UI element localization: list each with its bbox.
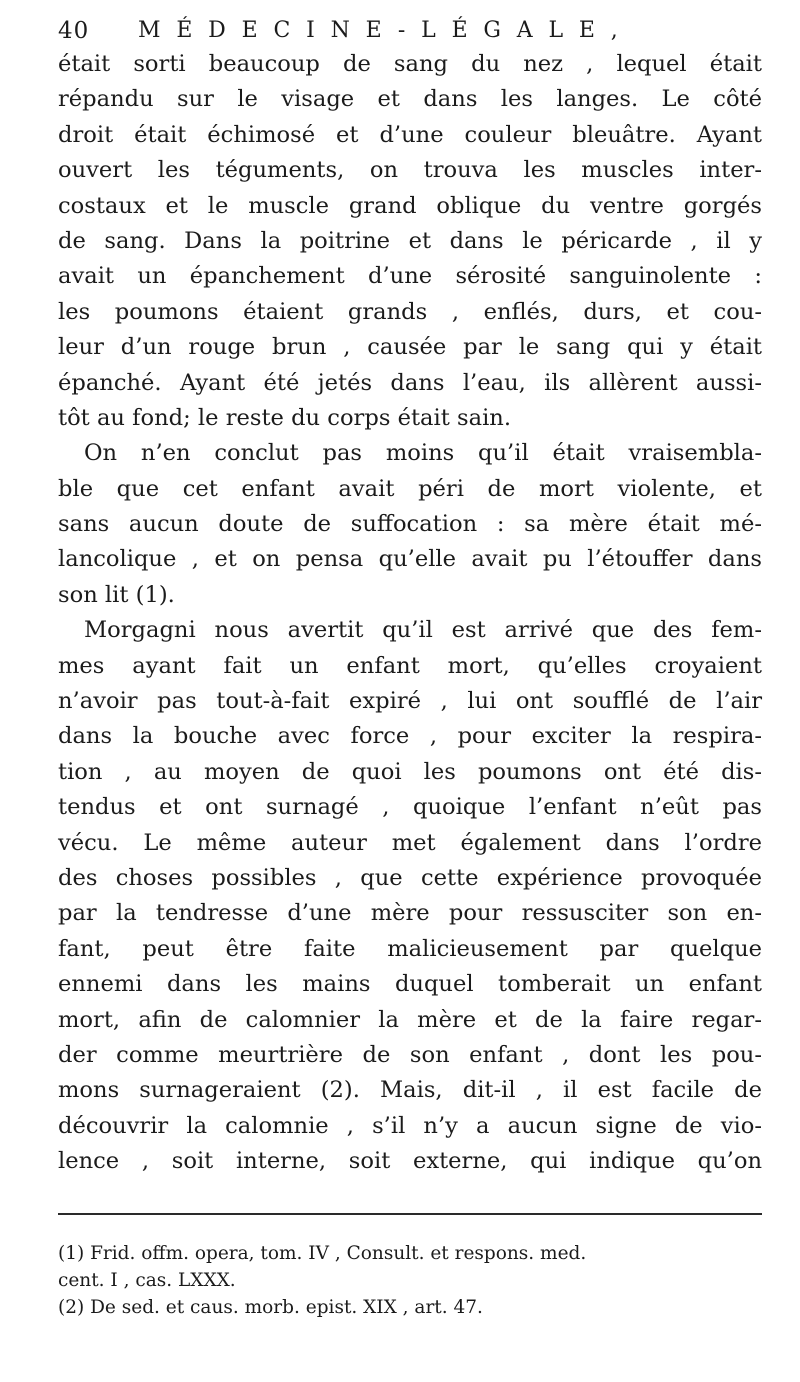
text-line: dans la bouche avec force , pour exciter la respira- xyxy=(58,723,762,750)
text-line: avait un épanchement d’une sérosité sanguinolente : xyxy=(58,263,762,290)
footnote-line: cent. I , cas. LXXX. xyxy=(58,1270,236,1291)
text-line: sans aucun doute de suffocation : sa mère était mé- xyxy=(58,511,762,538)
text-line: droit était échimosé et d’une couleur bleuâtre. Ayant xyxy=(58,121,762,148)
text-line: costaux et le muscle grand oblique du ventre gorgés xyxy=(58,192,762,219)
body-text xyxy=(58,47,762,1180)
text-line: par la tendresse d’une mère pour ressusciter son en- xyxy=(58,900,762,927)
text-line: de sang. Dans la poitrine et dans le péricarde , il y xyxy=(58,227,762,254)
text-line: vécu. Le même auteur met également dans l’ordre xyxy=(58,829,762,856)
text-line: les poumons étaient grands , enflés, durs, et cou- xyxy=(58,298,762,325)
text-line: était sorti beaucoup de sang du nez , lequel était xyxy=(58,51,762,77)
text-line: leur d’un rouge brun , causée par le sang qui y était xyxy=(58,334,762,361)
text-line: tendus et ont surnagé , quoique l’enfant n’eût pas xyxy=(58,794,762,821)
text-line: mons surnageraient (2). Mais, dit-il , il est facile de xyxy=(58,1077,762,1104)
text-line: der comme meurtrière de son enfant , dont les pou- xyxy=(58,1041,762,1068)
text-line: ennemi dans les mains duquel tomberait un enfant xyxy=(58,971,762,998)
text-line: fant, peut être faite malicieusement par quelque xyxy=(58,935,762,962)
text-line: répandu sur le visage et dans les langes. Le côté xyxy=(58,86,762,113)
text-line: On n’en conclut pas moins qu’il était vraisembla- xyxy=(84,440,762,467)
text-line: mes ayant fait un enfant mort, qu’elles croyaient xyxy=(58,652,762,679)
text-line: tôt au fond; le reste du corps était sain. xyxy=(58,404,512,431)
text-line: ouvert les téguments, on trouva les muscles inter- xyxy=(58,157,762,184)
page-header xyxy=(58,16,758,46)
text-line: épanché. Ayant été jetés dans l’eau, ils allèrent aussi- xyxy=(58,369,762,396)
text-line: Morgagni nous avertit qu’il est arrivé que des fem- xyxy=(84,617,762,644)
footnote-rule xyxy=(58,1213,762,1215)
running-title: MÉDECINE-LÉGALE, xyxy=(138,18,634,43)
text-line: n’avoir pas tout-à-fait expiré , lui ont soufflé de l’air xyxy=(58,688,762,715)
text-line: découvrir la calomnie , s’il n’y a aucun signe de vio- xyxy=(58,1112,762,1139)
footnote-line: (2) De sed. et caus. morb. epist. XIX , art. 47. xyxy=(58,1297,483,1318)
text-line: mort, afin de calomnier la mère et de la faire regar- xyxy=(58,1006,762,1033)
footnotes xyxy=(58,1240,762,1321)
text-line: lence , soit interne, soit externe, qui indique qu’on xyxy=(58,1148,762,1175)
page-number: 40 xyxy=(58,18,90,44)
text-line: tion , au moyen de quoi les poumons ont été dis- xyxy=(58,758,762,785)
text-line: des choses possibles , que cette expérience provoquée xyxy=(58,864,762,891)
text-line: ble que cet enfant avait péri de mort violente, et xyxy=(58,475,762,502)
text-line: son lit (1). xyxy=(58,581,175,608)
text-line: lancolique , et on pensa qu’elle avait pu l’étouffer dans xyxy=(58,546,762,573)
footnote-line: (1) Frid. offm. opera, tom. IV , Consult. et respons. med. xyxy=(58,1243,587,1264)
